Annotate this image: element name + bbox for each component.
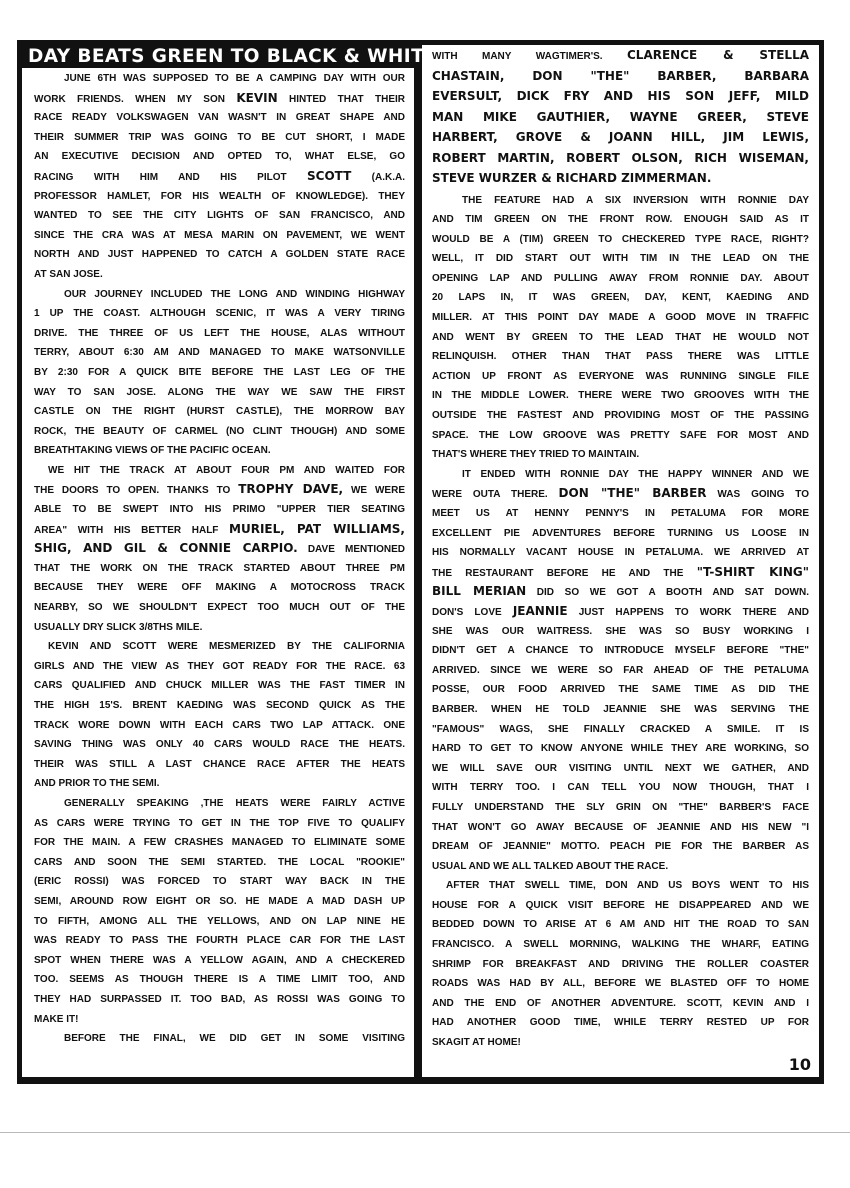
text-run: SPOT WHEN THERE WAS A YELLOW AGAIN, AND A CHECKERED: [34, 954, 405, 966]
text-run: BY 2:30 FOR A QUICK BITE BEFORE THE LAST LEG OF THE: [34, 366, 405, 378]
text-line: [34, 951, 405, 971]
text-line: [432, 837, 809, 857]
text-line: [34, 755, 405, 775]
text-run: BECAUSE THEY WERE OFF MAKING A MOTOCROSS TRACK: [34, 582, 405, 594]
page-number: 10: [788, 1054, 811, 1074]
text-line: [34, 324, 405, 344]
text-line: [432, 86, 809, 107]
text-run: MAKE IT!: [34, 1013, 79, 1025]
text-run: TRACK WORE DOWN WITH EACH CARS TWO LAP ATTACK. ONE: [34, 719, 405, 731]
text-run: CASTLE ON THE RIGHT (HURST CASTLE), THE MORROW BAY: [34, 406, 405, 418]
text-run: JUNE 6TH WAS SUPPOSED TO BE A CAMPING DAY WITH OUR: [64, 73, 405, 84]
left-column: [22, 45, 438, 1077]
name-highlight: JEANNIE: [512, 603, 568, 618]
name-highlight: KEVIN: [236, 90, 278, 105]
text-line: [432, 935, 809, 955]
text-run: 20 LAPS IN, IT WAS GREEN, DAY, KENT, KAEDING AND: [432, 292, 809, 304]
text-line: [432, 582, 809, 602]
text-line: [432, 1033, 809, 1053]
text-run: ACTION UP FRONT AS EVERYONE WAS RUNNING SINGLE FILE: [432, 370, 809, 382]
article-title: DAY BEATS GREEN TO BLACK & WHITE: [22, 45, 414, 68]
text-line: [432, 563, 809, 583]
text-run: TO FIFTH, AMONG ALL THE YELLOWS, AND ON LAP NINE HE: [34, 915, 405, 927]
name-highlight: CHASTAIN, DON "THE" BARBER, BARBARA: [432, 68, 809, 83]
name-highlight: "T-SHIRT KING": [696, 564, 810, 579]
text-run: OPENING LAP AND PULLING AWAY FROM RONNIE DAY. ABOUT: [432, 272, 809, 284]
text-run: GENERALLY SPEAKING ,THE HEATS WERE FAIRLY ACTIVE: [64, 797, 405, 809]
text-run: HARD TO GET TO KNOW ANYONE WHILE THEY ARE WORKING, SO: [432, 743, 809, 755]
text-run: (ERIC ROSSI) WAS FORCED TO START WAY BACK IN THE: [34, 876, 405, 888]
text-run: SPACE. THE LOW GROOVE WAS PRETTY SAFE FOR MOST AND: [432, 429, 809, 441]
text-run: DIDN'T GET A CHANCE TO INTRODUCE MYSELF BEFORE "THE": [432, 645, 809, 657]
text-run: RACING WITH HIM AND HIS PILOT: [34, 171, 307, 183]
text-line: [34, 735, 405, 755]
text-run: OUTSIDE THE FASTEST AND PROVIDING MOST OF THE PASSING: [432, 410, 809, 422]
text-run: THEIR WAS STILL A LAST CHANCE RACE AFTER THE HEATS: [34, 758, 405, 770]
text-line: [34, 1010, 405, 1030]
text-run: WOULD BE A (TIM) GREEN TO CHECKERED TYPE RACE, RIGHT?: [432, 233, 809, 245]
text-run: THE FEATURE HAD A SIX INVERSION WITH RONNIE DAY: [462, 194, 809, 206]
text-run: WE WILL SAVE OUR VISITING UNTIL NEXT WE GATHER, AND: [432, 762, 809, 774]
text-line: [432, 426, 809, 446]
text-line: [432, 915, 809, 935]
text-run: SHRIMP FOR BREAKFAST AND DRIVING THE ROLLER COASTER: [432, 958, 809, 970]
text-line: [432, 680, 809, 700]
text-line: [432, 328, 809, 348]
text-run: BEFORE THE FINAL, WE DID GET IN SOME VISITING: [64, 1033, 405, 1045]
text-line: [432, 127, 809, 148]
text-run: WAS READY TO PASS THE FOURTH PLACE CAR FOR THE LAST: [34, 935, 405, 947]
text-run: BARBER. WHEN HE TOLD JEANNIE SHE WAS SERVING THE: [432, 703, 809, 715]
text-run: SHE WAS OUR WAITRESS. SHE WAS SO BUSY WORKING I: [432, 625, 809, 637]
text-line: [432, 484, 809, 504]
text-line: [34, 990, 405, 1010]
text-run: FRANCISCO. A SWELL MORNING, WALKING THE WHARF, EATING: [432, 939, 809, 951]
text-run: THE RESTAURANT BEFORE HE AND THE: [432, 567, 697, 579]
text-line: [432, 739, 809, 759]
right-column-text: [422, 191, 819, 1055]
text-run: BEDDED DOWN TO ARISE AT 6 AM AND HIT THE ROAD TO SAN: [432, 919, 809, 931]
text-line: [34, 1029, 405, 1049]
visitor-names-paragraph: [422, 45, 819, 191]
text-run: TOO. SEEMS AS THOUGH THERE IS A TIME LIMIT TOO, AND: [34, 974, 405, 986]
text-run: ABLE TO BE SWEPT INTO HIS PRIMO "UPPER TIER SEATING: [34, 504, 405, 516]
text-line: [34, 598, 405, 618]
right-column: [422, 45, 819, 1077]
text-run: HOUSE FOR A QUICK VISIT BEFORE HE DISAPPEARED AND WE: [432, 899, 809, 911]
text-line: [34, 892, 405, 912]
text-line: [432, 759, 809, 779]
text-line: [34, 89, 405, 109]
name-highlight: MURIEL, PAT WILLIAMS,: [229, 521, 405, 536]
text-line: [432, 602, 809, 622]
text-run: NEARBY, SO WE SHOULDN'T EXPECT TOO MUCH OUT OF THE: [34, 602, 405, 614]
text-run: MILLER. AT THIS POINT DAY MADE A GOOD MOVE IN TRAFFIC: [432, 312, 809, 324]
text-run: TERRY, ABOUT 6:30 AM AND MANAGED TO MAKE WATSONVILLE: [34, 347, 405, 359]
text-run: AN EXECUTIVE DECISION AND OPTED TO, WHAT ELSE, GO: [34, 151, 405, 163]
text-line: [432, 66, 809, 87]
text-line: [432, 876, 809, 896]
text-line: [34, 461, 405, 481]
text-line: [34, 226, 405, 246]
text-line: [432, 778, 809, 798]
text-run: AND THE END OF ANOTHER ADVENTURE. SCOTT, KEVIN AND I: [432, 997, 809, 1009]
text-line: [34, 559, 405, 579]
text-run: ARRIVED. SINCE WE WERE SO FAR AHEAD OF THE PETALUMA: [432, 664, 809, 676]
name-highlight: DON "THE" BARBER: [558, 486, 707, 501]
text-line: [432, 622, 809, 642]
text-run: THE DOORS TO OPEN. THANKS TO: [34, 485, 239, 497]
text-run: AT SAN JOSE.: [34, 268, 103, 280]
text-line: [432, 249, 809, 269]
text-line: [34, 716, 405, 736]
text-line: [432, 641, 809, 661]
text-line: [432, 386, 809, 406]
text-line: [432, 974, 809, 994]
text-line: [34, 363, 405, 383]
left-column-text: [22, 68, 414, 1051]
text-line: [432, 955, 809, 975]
text-line: [34, 383, 405, 403]
column-divider: [414, 45, 422, 1077]
text-line: [34, 618, 405, 638]
text-run: USUAL AND WE ALL TALKED ABOUT THE RACE.: [432, 860, 669, 872]
text-run: THE HIGH 15'S. BRENT KAEDING WAS SECOND QUICK AS THE: [34, 700, 405, 711]
text-line: [34, 265, 405, 285]
text-line: [34, 187, 405, 207]
text-run: WERE OUTA THERE.: [432, 489, 559, 501]
text-run: WELL, IT DID START OUT WITH TIM IN THE LEAD ON THE: [432, 253, 809, 265]
text-line: [432, 191, 809, 211]
text-line: [432, 269, 809, 289]
text-run: EXCELLENT PIE ADVENTURES BEFORE TURNING US LOOSE IN: [432, 527, 809, 539]
name-highlight: CLARENCE & STELLA: [627, 48, 810, 62]
text-line: [432, 45, 809, 66]
text-run: 1 UP THE COAST. ALTHOUGH SCENIC, IT WAS A VERY TIRING: [34, 308, 405, 320]
text-line: [432, 700, 809, 720]
text-run: HINTED THAT THEIR: [277, 93, 405, 105]
text-run: WE WERE: [343, 485, 405, 497]
text-run: DID SO WE GOT A BOOTH AND SAT DOWN.: [526, 587, 809, 599]
text-run: USUALLY DRY SLICK 3/8THS MILE.: [34, 621, 203, 633]
name-highlight: EVERSULT, DICK FRY AND HIS SON JEFF, MILD: [432, 89, 809, 103]
text-line: [34, 500, 405, 520]
text-line: [34, 833, 405, 853]
text-run: DREAM OF JEANNIE" MOTTO. PEACH PIE FOR THE BARBER AS: [432, 841, 809, 853]
text-line: [34, 696, 405, 716]
text-run: BREATHTAKING VIEWS OF THE PACIFIC OCEAN.: [34, 445, 271, 457]
text-line: [34, 128, 405, 148]
text-line: [34, 676, 405, 696]
text-run: AREA" WITH HIS BETTER HALF: [34, 524, 230, 536]
text-run: CARS QUALIFIED AND CHUCK MILLER WAS THE FAST TIMER IN: [34, 680, 405, 692]
text-run: RACE READY VOLKSWAGEN VAN WASN'T IN GREAT SHAPE AND: [34, 112, 405, 124]
text-run: NORTH AND JUST HAPPENED TO CATCH A GOLDEN STATE RACE: [34, 249, 405, 261]
text-line: [34, 167, 405, 187]
text-line: [34, 245, 405, 265]
name-highlight: HARBERT, GROVE & JOANN HILL, JIM LEWIS,: [432, 130, 809, 144]
text-line: [34, 637, 405, 657]
text-line: [432, 896, 809, 916]
text-run: AFTER THAT SWELL TIME, DON AND US BOYS WENT TO HIS: [446, 880, 809, 892]
text-line: [34, 872, 405, 892]
text-run: (A.K.A.: [351, 171, 406, 183]
text-run: ROADS WAS HAD BY ALL, BEFORE WE BLASTED OFF TO HOME: [432, 978, 809, 990]
name-highlight: SHIG, AND GIL & CONNIE CARPIO.: [34, 541, 298, 556]
text-run: IT ENDED WITH RONNIE DAY THE HAPPY WINNER AND WE: [462, 468, 809, 480]
text-line: [432, 465, 809, 485]
text-run: THAT'S WHERE THEY TRIED TO MAINTAIN.: [432, 449, 640, 461]
text-line: [432, 543, 809, 563]
text-line: [34, 657, 405, 677]
text-run: MEET US AT HENNY PENNY'S IN PETALUMA FOR MORE: [432, 508, 809, 519]
text-run: ROCK, THE BEAUTY OF CARMEL (NO CLINT THOUGH) AND SOME: [34, 425, 405, 437]
text-run: AND WENT BY GREEN TO THE LEAD THAT HE WOULD NOT: [432, 331, 809, 343]
text-run: GIRLS AND THE VIEW AS THEY GOT READY FOR THE RACE. 63: [34, 660, 405, 672]
text-line: [34, 69, 405, 89]
text-run: DON'S LOVE: [432, 606, 513, 618]
text-run: OUR JOURNEY INCLUDED THE LONG AND WINDING HIGHWAY: [64, 288, 405, 300]
text-line: [34, 422, 405, 442]
text-run: THAT THE WORK ON THE TRACK STARTED ABOUT THREE PM: [34, 562, 405, 574]
name-highlight: STEVE WURZER & RICHARD ZIMMERMAN.: [432, 171, 712, 185]
name-highlight: BILL MERIAN: [432, 584, 527, 599]
text-line: [34, 814, 405, 834]
text-run: WANTED TO SEE THE CITY LIGHTS OF SAN FRANCISCO, AND: [34, 210, 405, 222]
text-line: [432, 798, 809, 818]
text-run: FOR THE MAIN. A FEW CRASHES MANAGED TO ELIMINATE SOME: [34, 837, 405, 849]
text-run: AND PRIOR TO THE SEMI.: [34, 778, 160, 790]
text-line: [34, 578, 405, 598]
text-line: [34, 402, 405, 422]
text-run: CARS AND SOON THE SEMI STARTED. THE LOCAL "ROOKIE": [34, 856, 405, 868]
text-line: [34, 853, 405, 873]
text-run: THEY HAD SURPASSED IT. TOO BAD, AS ROSSI WAS GOING TO: [34, 993, 405, 1005]
text-run: WAY TO SAN JOSE. ALONG THE WAY WE SAW THE FIRST: [34, 386, 405, 398]
text-line: [34, 520, 405, 540]
name-highlight: TROPHY DAVE,: [238, 482, 344, 497]
text-line: [34, 970, 405, 990]
text-line: [432, 1013, 809, 1033]
text-line: [34, 931, 405, 951]
text-line: [432, 107, 809, 128]
text-run: DAVE MENTIONED: [297, 544, 405, 556]
text-line: [432, 445, 809, 465]
text-line: [432, 720, 809, 740]
text-run: FULLY UNDERSTAND THE SLY GRIN ON "THE" BARBER'S FACE: [432, 801, 809, 813]
text-line: [34, 147, 405, 167]
page-number-row: [422, 1055, 819, 1077]
text-line: [34, 285, 405, 305]
text-run: WE HIT THE TRACK AT ABOUT FOUR PM AND WAITED FOR: [48, 464, 405, 476]
text-line: [34, 774, 405, 794]
text-line: [34, 343, 405, 363]
text-run: SINCE THE CRA WAS AT MESA MARIN ON PAVEMENT, WE WENT: [34, 229, 405, 241]
text-run: DRIVE. THE THREE OF US LEFT THE HOUSE, ALAS WITHOUT: [34, 327, 405, 339]
text-line: [432, 818, 809, 838]
text-line: [34, 304, 405, 324]
text-run: WITH MANY WAGTIMER'S.: [432, 51, 627, 62]
text-line: [432, 661, 809, 681]
text-run: WAS GOING TO: [706, 489, 809, 501]
text-line: [34, 480, 405, 500]
text-run: SAVING THING WAS ONLY 40 CARS WOULD RACE THE HEATS.: [34, 739, 405, 751]
text-line: [432, 994, 809, 1014]
text-line: [432, 168, 809, 189]
text-line: [432, 210, 809, 230]
text-line: [432, 367, 809, 387]
text-line: [34, 441, 405, 461]
text-run: THEIR SUMMER TRIP WAS GOING TO BE CUT SHORT, I MADE: [34, 131, 405, 143]
text-run: KEVIN AND SCOTT WERE MESMERIZED BY THE CALIFORNIA: [48, 641, 405, 653]
text-run: JUST HAPPENS TO WORK THERE AND: [567, 606, 809, 618]
text-line: [432, 230, 809, 250]
text-run: THAT WON'T GO AWAY BECAUSE OF JEANNIE AND HIS NEW "I: [432, 821, 809, 833]
text-line: [34, 912, 405, 932]
text-run: AS CARS WERE TRYING TO GET IN THE TOP FIVE TO QUALIFY: [34, 817, 405, 829]
text-run: HIS NORMALLY VACANT HOUSE IN PETALUMA. WE ARRIVED AT: [432, 547, 809, 559]
text-line: [432, 308, 809, 328]
text-line: [34, 108, 405, 128]
text-run: RELINQUISH. OTHER THAN THAT PASS THERE WAS LITTLE: [432, 351, 809, 363]
text-line: [34, 794, 405, 814]
text-run: SKAGIT AT HOME!: [432, 1037, 521, 1049]
text-line: [34, 206, 405, 226]
text-run: WORK FRIENDS. WHEN MY SON: [34, 93, 237, 105]
name-highlight: SCOTT: [307, 168, 352, 183]
text-run: WITH TERRY TOO. I CAN TELL YOU NOW THOUGH, THAT I: [432, 782, 809, 794]
text-line: [432, 857, 809, 877]
text-run: SEMI, AROUND ROW EIGHT OR SO. HE MADE A MAD DASH UP: [34, 895, 405, 907]
text-run: POSSE, OUR FOOD ARRIVED THE SAME TIME AS DID THE: [432, 684, 809, 696]
text-line: [432, 524, 809, 544]
name-highlight: MAN MIKE GAUTHIER, WAYNE GREER, STEVE: [432, 109, 809, 124]
text-line: [432, 347, 809, 367]
text-line: [34, 539, 405, 559]
text-run: PROFESSOR HAMLET, FOR HIS WEALTH OF KNOWLEDGE). THEY: [34, 190, 405, 202]
text-line: [432, 406, 809, 426]
text-line: [432, 148, 809, 169]
text-run: HAD ANOTHER GOOD TIME, WHILE TERRY RESTED UP FOR: [432, 1017, 809, 1029]
name-highlight: ROBERT MARTIN, ROBERT OLSON, RICH WISEMAN,: [432, 150, 809, 165]
text-run: IN THE MIDDLE LOWER. THERE WERE TWO GROOVES WITH THE: [432, 390, 809, 402]
page-bottom-rule: [0, 1132, 850, 1133]
text-run: "FAMOUS" WAGS, SHE FINALLY CRACKED A SMILE. IT IS: [432, 723, 809, 735]
article-frame: [17, 40, 824, 1084]
text-line: [432, 288, 809, 308]
text-run: AND TIM GREEN ON THE FRONT ROW. ENOUGH SAID AS IT: [432, 214, 809, 226]
text-line: [432, 504, 809, 524]
